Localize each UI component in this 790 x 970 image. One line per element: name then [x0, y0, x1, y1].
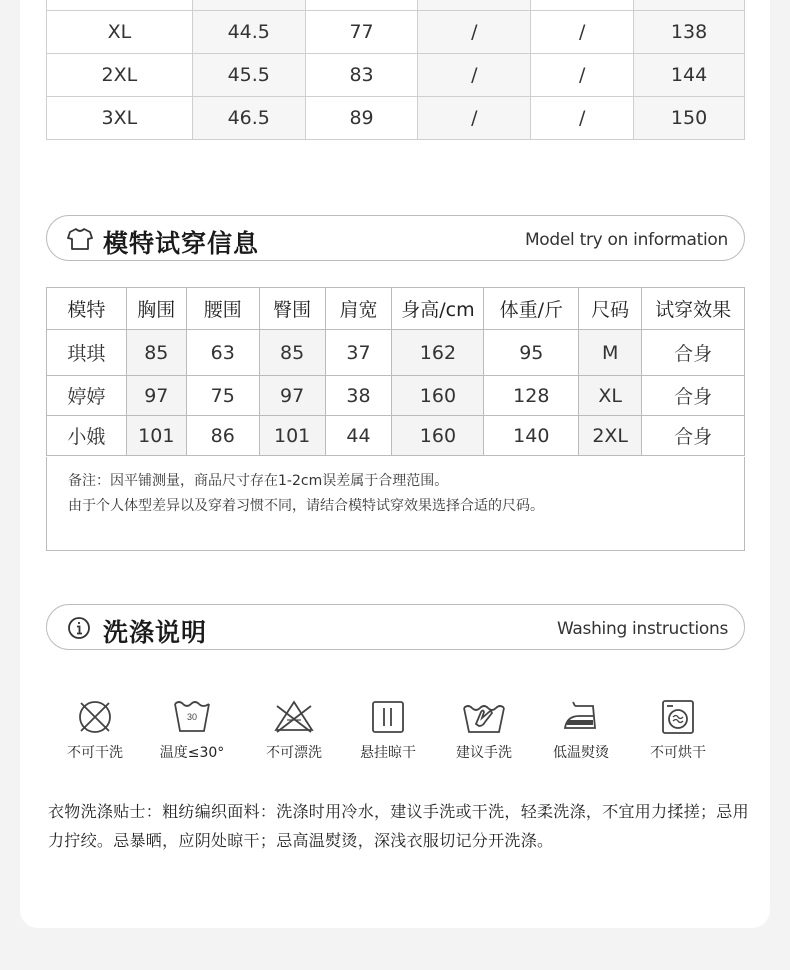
size-table [46, 0, 745, 140]
model-cell: 63 [186, 330, 259, 376]
model-cell: 2XL [579, 416, 642, 456]
size-cell: XL [47, 10, 193, 53]
section-subtitle: Model try on information [524, 230, 728, 250]
model-cell: 160 [392, 416, 484, 456]
section-title: 洗涤说明 [103, 618, 208, 647]
size-cell: / [418, 53, 531, 96]
model-cell: M [579, 330, 642, 376]
section-title: 模特试穿信息 [103, 229, 260, 258]
care-item [147, 698, 237, 762]
size-cell: / [531, 96, 634, 139]
model-cell: 97 [259, 376, 325, 416]
size-cell: 138 [634, 10, 745, 53]
table-row [47, 53, 745, 96]
size-cell: / [531, 53, 634, 96]
model-cell: 38 [325, 376, 392, 416]
model-cell: 86 [186, 416, 259, 456]
note-line: 由于个人体型差异以及穿着习惯不同，请结合模特试穿效果选择合适的尺码。 [68, 498, 544, 514]
table-row [47, 376, 745, 416]
no-dry-clean-icon [76, 698, 114, 736]
column-header: 试穿效果 [642, 288, 745, 330]
info-icon [67, 616, 91, 640]
model-cell: 合身 [642, 416, 745, 456]
care-label: 不可干洗 [67, 745, 123, 761]
column-header: 腰围 [186, 288, 259, 330]
care-item [633, 698, 723, 762]
shirt-icon [67, 227, 91, 251]
model-cell: 101 [126, 416, 186, 456]
care-label: 悬挂晾干 [360, 745, 416, 761]
care-label: 不可烘干 [650, 745, 706, 761]
size-cell: / [418, 96, 531, 139]
wash-temp: 30 [186, 712, 198, 722]
size-cell: 89 [305, 96, 418, 139]
no-bleach-icon [273, 698, 315, 736]
model-cell: 合身 [642, 376, 745, 416]
care-label: 低温熨烫 [553, 745, 609, 761]
size-cell: / [531, 10, 634, 53]
model-cell: 128 [484, 376, 579, 416]
model-cell: 婷婷 [47, 376, 127, 416]
care-label: 不可漂洗 [266, 745, 322, 761]
low-iron-icon [561, 698, 601, 736]
column-header: 体重/斤 [484, 288, 579, 330]
model-cell: 160 [392, 376, 484, 416]
table-row [47, 96, 745, 139]
model-cell: 75 [186, 376, 259, 416]
size-cell: 45.5 [192, 53, 305, 96]
header-row [47, 288, 745, 330]
column-header: 身高/cm [392, 288, 484, 330]
table-row [47, 330, 745, 376]
size-cell: 46.5 [192, 96, 305, 139]
model-section-header [46, 215, 745, 261]
size-cell: 144 [634, 53, 745, 96]
care-item [536, 698, 626, 762]
table-row [47, 416, 745, 456]
hang-dry-icon [369, 698, 407, 736]
care-item [249, 698, 339, 762]
table-row [47, 10, 745, 53]
care-item [50, 698, 140, 762]
no-tumble-dry-icon [659, 698, 697, 736]
size-cell: 44.5 [192, 10, 305, 53]
washing-tips: 衣物洗涤贴士：粗纺编织面料：洗涤时用冷水，建议手洗或干洗，轻柔洗涤，不宜用力揉搓；忌用力拧绞。忌暴晒，应阴处晾干；忌高温熨烫，深浅衣服切记分开洗涤。 [48, 802, 749, 850]
model-cell: 140 [484, 416, 579, 456]
note-line: 备注：因平铺测量，商品尺寸存在1-2cm误差属于合理范围。 [68, 473, 449, 489]
model-cell: 97 [126, 376, 186, 416]
model-cell: XL [579, 376, 642, 416]
column-header: 肩宽 [325, 288, 392, 330]
model-cell: 162 [392, 330, 484, 376]
model-cell: 44 [325, 416, 392, 456]
size-cell: 77 [305, 10, 418, 53]
model-cell: 合身 [642, 330, 745, 376]
size-cell: 2XL [47, 53, 193, 96]
size-cell: / [418, 10, 531, 53]
column-header: 胸围 [126, 288, 186, 330]
care-item [439, 698, 529, 762]
care-item [343, 698, 433, 762]
wash-30-icon [172, 698, 212, 736]
section-subtitle: Washing instructions [556, 619, 728, 639]
model-cell: 95 [484, 330, 579, 376]
model-cell: 85 [259, 330, 325, 376]
column-header: 模特 [47, 288, 127, 330]
model-cell: 37 [325, 330, 392, 376]
size-cell: 3XL [47, 96, 193, 139]
washing-section-header [46, 604, 745, 650]
table-row [47, 0, 745, 10]
size-cell: 83 [305, 53, 418, 96]
model-cell: 小娥 [47, 416, 127, 456]
model-table [46, 287, 745, 456]
care-label: 温度≤30° [159, 745, 225, 761]
hand-wash-icon [461, 698, 507, 736]
care-label: 建议手洗 [456, 745, 512, 761]
size-cell: 150 [634, 96, 745, 139]
table-notes [46, 457, 745, 551]
column-header: 尺码 [579, 288, 642, 330]
column-header: 臀围 [259, 288, 325, 330]
model-cell: 85 [126, 330, 186, 376]
model-cell: 琪琪 [47, 330, 127, 376]
model-cell: 101 [259, 416, 325, 456]
